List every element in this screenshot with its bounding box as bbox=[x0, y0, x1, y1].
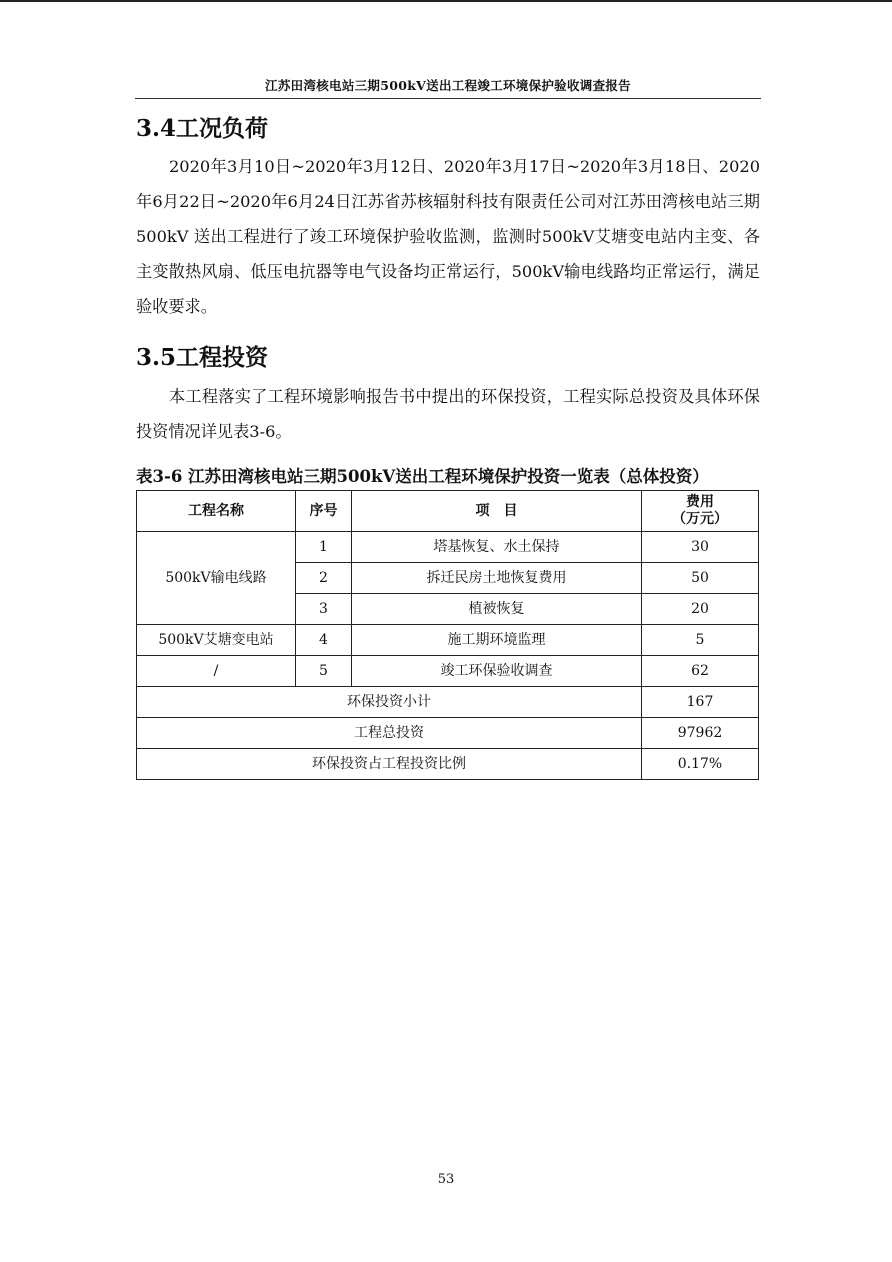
seq-cell: 1 bbox=[296, 532, 352, 563]
table-header-row bbox=[137, 491, 759, 532]
table-caption: 表3-6 江苏田湾核电站三期500kV送出工程环境保护投资一览表（总体投资） bbox=[136, 467, 709, 486]
seq-cell: 5 bbox=[296, 656, 352, 687]
item-cell: 植被恢复 bbox=[352, 594, 642, 625]
group-name-cell: / bbox=[137, 656, 296, 687]
summary-label-cell: 环保投资占工程投资比例 bbox=[137, 749, 642, 780]
header-rule bbox=[135, 98, 761, 99]
seq-cell: 2 bbox=[296, 563, 352, 594]
section-heading-3-4: 3.4工况负荷 bbox=[136, 115, 269, 142]
cost-cell: 30 bbox=[642, 532, 759, 563]
summary-row bbox=[137, 749, 759, 780]
item-cell: 拆迁民房土地恢复费用 bbox=[352, 563, 642, 594]
paragraph-investment: 本工程落实了工程环境影响报告书中提出的环保投资，工程实际总投资及具体环保投资情况详见表3-6。 bbox=[136, 387, 760, 441]
summary-value-cell: 167 bbox=[642, 687, 759, 718]
summary-label-cell: 环保投资小计 bbox=[137, 687, 642, 718]
group-name-cell: 500kV输电线路 bbox=[137, 532, 296, 625]
seq-cell: 4 bbox=[296, 625, 352, 656]
running-header: 江苏田湾核电站三期500kV送出工程竣工环境保护验收调查报告 bbox=[265, 78, 631, 93]
paragraph-working-conditions: 2020年3月10日~2020年3月12日、2020年3月17日~2020年3月18日、2020年6月22日~2020年6月24日江苏省苏核辐射科技有限责任公司对江苏田湾核电站三期 500kV 送出工程进行了竣工环境保护验收监测，监测时500kV艾塘变电站内主变、各主变散热风扇、低压电抗器等电气设备均正常运行，500kV输电线路均正常运行，满足验收要求。 bbox=[136, 157, 760, 316]
header-seq: 序号 bbox=[296, 491, 352, 532]
summary-row bbox=[137, 718, 759, 749]
cost-cell: 50 bbox=[642, 563, 759, 594]
cost-cell: 62 bbox=[642, 656, 759, 687]
summary-value-cell: 97962 bbox=[642, 718, 759, 749]
header-item: 项 目 bbox=[352, 491, 642, 532]
table-row bbox=[137, 625, 759, 656]
item-cell: 竣工环保验收调查 bbox=[352, 656, 642, 687]
table-row bbox=[137, 532, 759, 563]
seq-cell: 3 bbox=[296, 594, 352, 625]
header-cost-line2: （万元） bbox=[672, 511, 728, 527]
header-project-name: 工程名称 bbox=[137, 491, 296, 532]
page-top-border bbox=[0, 0, 892, 2]
summary-label-cell: 工程总投资 bbox=[137, 718, 642, 749]
cost-cell: 20 bbox=[642, 594, 759, 625]
investment-table bbox=[136, 490, 759, 780]
header-cost-line1: 费用 bbox=[686, 494, 714, 510]
header-cost bbox=[642, 491, 759, 532]
summary-row bbox=[137, 687, 759, 718]
table-row bbox=[137, 656, 759, 687]
section-heading-3-5: 3.5工程投资 bbox=[136, 344, 269, 371]
group-name-cell: 500kV艾塘变电站 bbox=[137, 625, 296, 656]
cost-cell: 5 bbox=[642, 625, 759, 656]
item-cell: 施工期环境监理 bbox=[352, 625, 642, 656]
page-number: 53 bbox=[437, 1172, 455, 1187]
summary-value-cell: 0.17% bbox=[642, 749, 759, 780]
item-cell: 塔基恢复、水土保持 bbox=[352, 532, 642, 563]
